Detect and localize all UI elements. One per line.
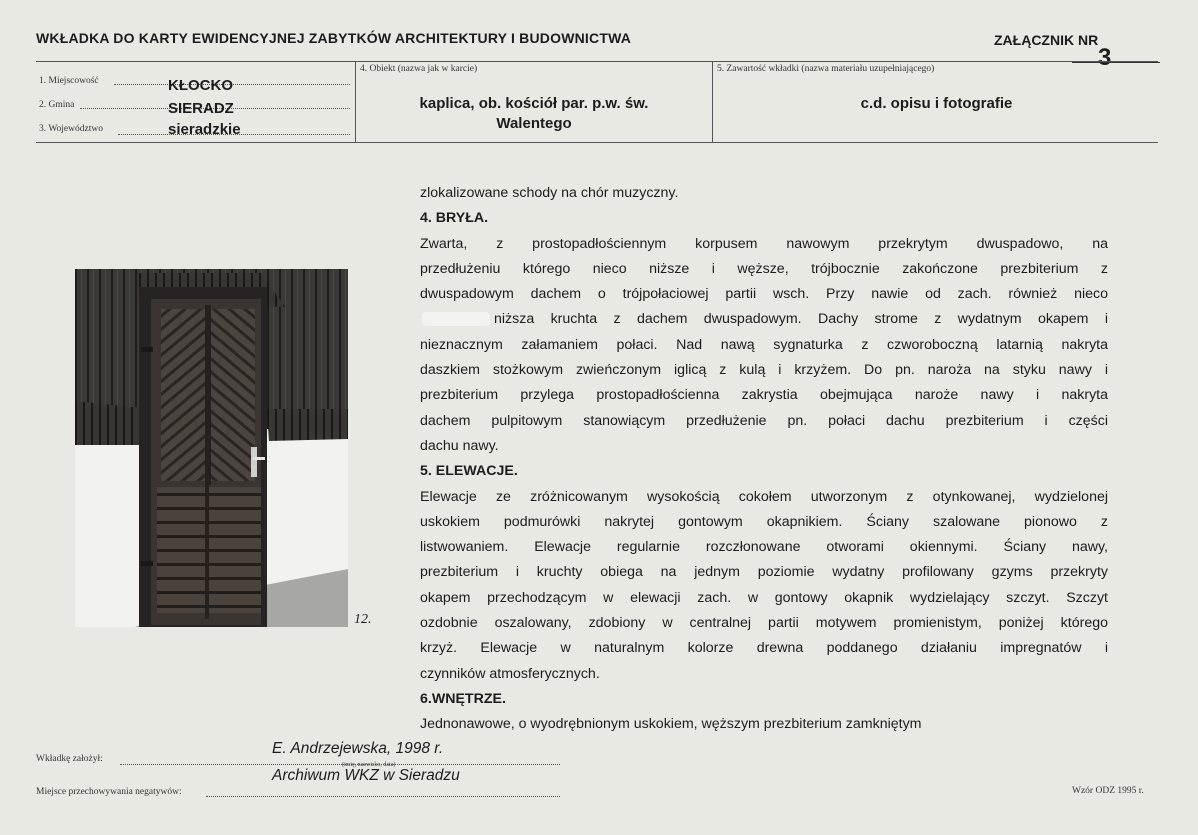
- door-photograph: [75, 269, 348, 627]
- object-value: [358, 94, 710, 134]
- section-heading: 4. BRYŁA.: [420, 210, 489, 227]
- created-by-caption: (imię, nazwisko, data): [342, 762, 396, 768]
- field-label-commune: 2. Gmina: [39, 100, 75, 110]
- text-line: nieznacznym załamaniem połaci. Nad nawą sygnaturka z czworoboczną latarnią nakryta: [420, 336, 1108, 353]
- description-text: [420, 181, 1108, 738]
- photo-number: 12.: [354, 612, 372, 627]
- header-divider: [355, 62, 356, 142]
- object-label: 4. Obiekt (nazwa jak w karcie): [360, 64, 478, 74]
- text-line: przedłużeniu którego nieco niższe i węższe, trójbocznie zakończone prezbiterium z: [420, 260, 1108, 277]
- text-line: krzyż. Elewacje w naturalnym kolorze drewna poddanego działaniu impregnatów i: [420, 640, 1108, 657]
- section-heading: 5. ELEWACJE.: [420, 463, 518, 480]
- created-by-value: E. Andrzejewska, 1998 r.: [272, 740, 444, 757]
- text-line: Elewacje ze zróżnicowanym wysokością cokołem utworzonym z otynkowanej, wydzielonej: [420, 488, 1108, 505]
- contents-value: c.d. opisu i fotografie: [860, 95, 1013, 112]
- section-heading: 6.WNĘTRZE.: [420, 690, 506, 707]
- annex-label: ZAŁĄCZNIK NR: [994, 32, 1099, 48]
- text-line: niższa kruchta z dachem dwuspadowym. Dachy strome z wydatnym okapem i: [494, 311, 1108, 328]
- form-title: WKŁADKA DO KARTY EWIDENCYJNEJ ZABYTKÓW ARCHITEKTURY I BUDOWNICTWA: [36, 30, 632, 46]
- text-line: ozdobnie oszalowany, zdobiony w centralnej partii motywem promienistym, poniżej którego: [420, 615, 1108, 632]
- text-line: listwowaniem. Elewacje regularnie rozczłonowane otworami okiennymi. Ściany nawy,: [420, 539, 1108, 556]
- field-value-locality: KŁOCKO: [168, 77, 233, 94]
- text-line: prezbiterium przylega prostopadłościenna zakrystia obejmująca naroże nawy i nakryta: [420, 387, 1108, 404]
- dotted-line: [206, 796, 560, 797]
- text-line: dachem pulpitowym stanowiącym przedłużenie pn. połaci dachu prezbiterium i części: [420, 412, 1108, 429]
- dotted-line: [120, 764, 560, 765]
- object-value-line: Walentego: [496, 115, 572, 132]
- storage-value: Archiwum WKZ w Sieradzu: [272, 767, 460, 784]
- form-version: Wzór ODZ 1995 r.: [1072, 786, 1144, 796]
- field-label-voivodeship: 3. Województwo: [39, 124, 103, 134]
- text-line: prezbiterium i kruchty obiega na jednym poziomie wydatny profilowany gzyms przekryty: [420, 564, 1108, 581]
- text-line: zlokalizowane schody na chór muzyczny.: [420, 185, 679, 201]
- object-value-line: kaplica, ob. kościół par. p.w. św.: [419, 95, 649, 112]
- field-value-commune: SIERADZ: [168, 100, 234, 117]
- annex-number: 3: [1098, 44, 1112, 71]
- text-line: uskokiem podmurówki nakrytej gontowym okapnikiem. Ściany szalowane pionowo z: [420, 513, 1108, 530]
- text-line: daszkiem stożkowym zwieńczonym iglicą z kulą i krzyżem. Do pn. naroża na styku nawy i: [420, 362, 1108, 379]
- field-value-voivodeship: sieradzkie: [168, 121, 241, 138]
- text-line: okapem przechodzącym w elewacji zach. w gontowy okapnik wydzielający szczyt. Szczyt: [420, 589, 1108, 606]
- header-table: [36, 61, 1158, 143]
- created-by-label: Wkładkę założył:: [36, 754, 103, 764]
- storage-label: Miejsce przechowywania negatywów:: [36, 787, 182, 797]
- door-photo-image: [75, 269, 348, 627]
- text-line: dwuspadowym dachem o trójpołaciowej partii wsch. Przy nawie od zach. również nieco: [420, 286, 1108, 303]
- text-line: dachu nawy.: [420, 437, 499, 454]
- erased-mark: [422, 312, 490, 326]
- field-label-locality: 1. Miejscowość: [39, 76, 99, 86]
- text-line: Zwarta, z prostopadłościennym korpusem nawowym przekrytym dwuspadowo, na: [420, 235, 1108, 252]
- text-line: czynników atmosferycznych.: [420, 665, 600, 682]
- text-line: Jednonawowe, o wyodrębnionym uskokiem, węższym prezbiterium zamkniętym: [420, 716, 922, 733]
- header-divider: [712, 62, 713, 142]
- contents-label: 5. Zawartość wkładki (nazwa materiału uzupełniającego): [717, 64, 935, 74]
